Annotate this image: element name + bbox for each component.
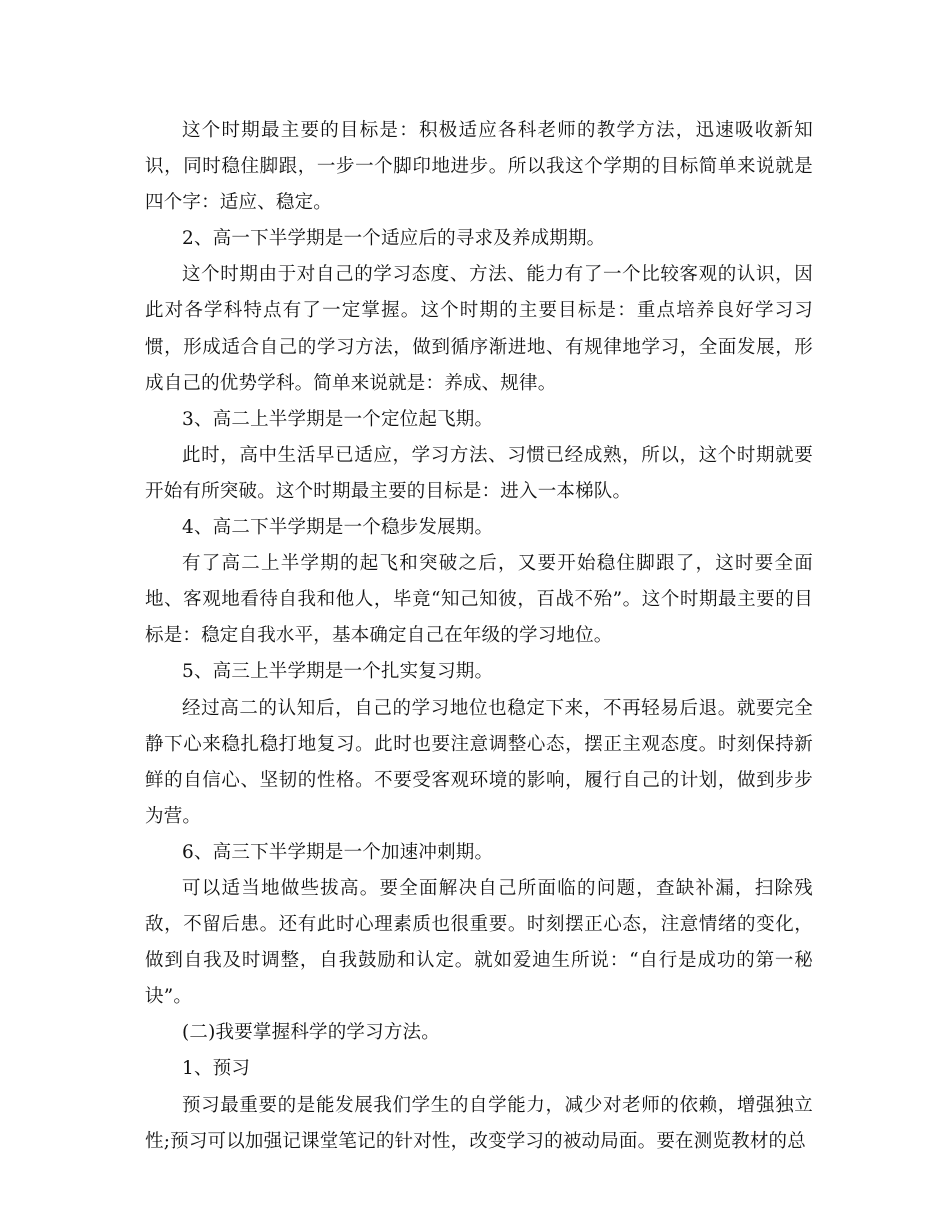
heading-stage-six: 6、高三下半学期是一个加速冲刺期。 [182, 841, 494, 863]
section-heading-study-methods: (二)我要掌握科学的学习方法。 [182, 1022, 440, 1044]
heading-stage-three: 3、高二上半学期是一个定位起飞期。 [182, 408, 494, 430]
paragraph-stage-five-goal: 经过高二的认知后，自己的学习地位也稳定下来，不再轻易后退。就要完全静下心来稳扎稳打地复习。此时也要注意调整心态，摆正主观态度。时刻保持新鲜的自信心、坚韧的性格。不要受客观环境的影响，履行自己的计划，做到步步为营。 [145, 697, 813, 827]
paragraph-stage-four-goal: 有了高二上半学期的起飞和突破之后，又要开始稳住脚跟了，这时要全面地、客观地看待自我和他人，毕竟“知己知彼，百战不殆”。这个时期最主要的目标是：稳定自我水平，基本确定自己在年级的学习地位。 [145, 553, 813, 647]
paragraph-stage-three-goal: 此时，高中生活早已适应，学习方法、习惯已经成熟，所以，这个时期就要开始有所突破。这个时期最主要的目标是：进入一本梯队。 [145, 444, 813, 502]
heading-stage-two: 2、高一下半学期是一个适应后的寻求及养成期期。 [182, 228, 606, 250]
heading-stage-four: 4、高二下半学期是一个稳步发展期。 [182, 517, 494, 539]
heading-stage-five: 5、高三上半学期是一个扎实复习期。 [182, 661, 494, 683]
subheading-preview: 1、预习 [182, 1058, 251, 1080]
paragraph-preview: 预习最重要的是能发展我们学生的自学能力，减少对老师的依赖，增强独立性;预习可以加强记课堂笔记的针对性，改变学习的被动局面。要在测览教材的总 [145, 1094, 813, 1152]
paragraph-stage-one-goal: 这个时期最主要的目标是：积极适应各科老师的教学方法，迅速吸收新知识，同时稳住脚跟，一步一个脚印地进步。所以我这个学期的目标简单来说就是四个字：适应、稳定。 [145, 120, 813, 214]
paragraph-stage-six-goal: 可以适当地做些拔高。要全面解决自己所面临的问题，查缺补漏，扫除残敌，不留后患。还有此时心理素质也很重要。时刻摆正心态，注意情绪的变化，做到自我及时调整，自我鼓励和认定。就如爱迪生所说：“自行是成功的第一秘诀”。 [145, 877, 813, 1008]
paragraph-stage-two-goal: 这个时期由于对自己的学习态度、方法、能力有了一个比较客观的认识，因此对各学科特点有了一定掌握。这个时期的主要目标是：重点培养良好学习习惯，形成适合自己的学习方法，做到循序渐进地、有规律地学习，全面发展，形成自己的优势学科。简单来说就是：养成、规律。 [145, 264, 813, 394]
document-body [145, 113, 813, 1160]
